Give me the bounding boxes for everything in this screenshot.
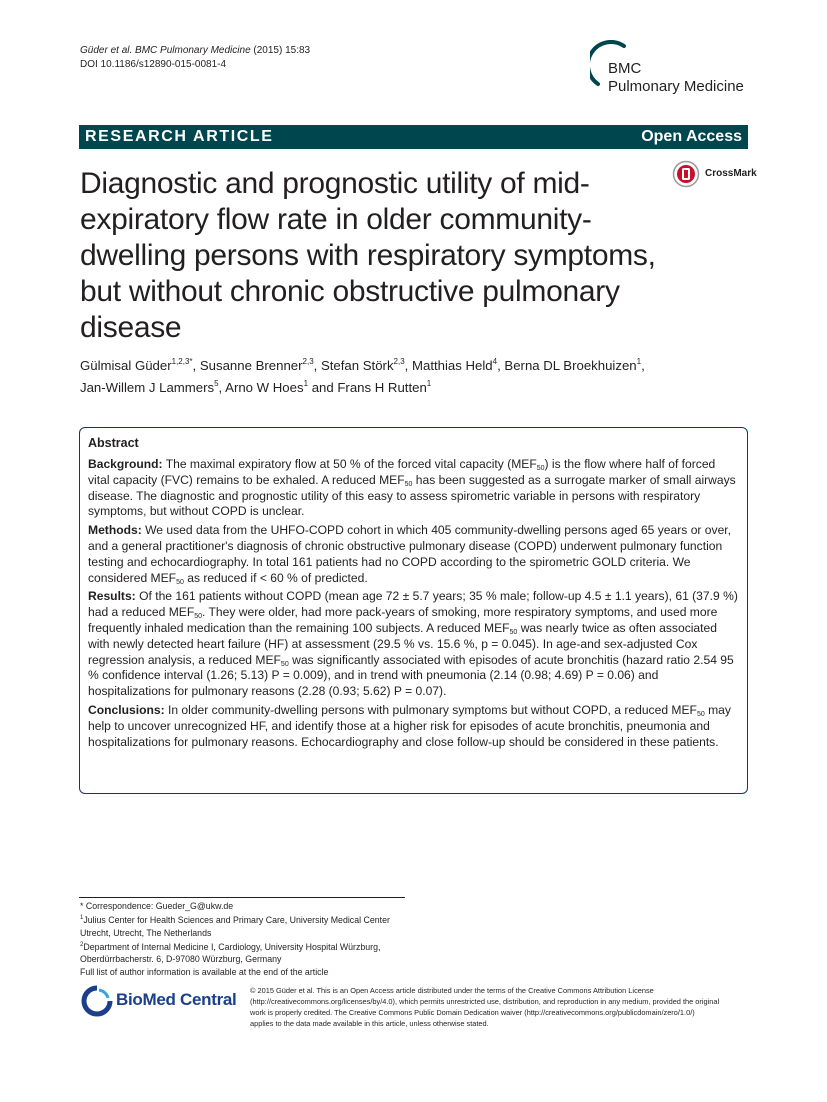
affiliation-mark: 2 <box>80 942 84 949</box>
crossmark-label: CrossMark <box>705 168 757 179</box>
publisher-name: BioMed Central <box>116 990 237 1009</box>
correspondence: * Correspondence: Gueder_G@ukw.de <box>80 901 234 911</box>
biomed-central-icon <box>80 985 114 1017</box>
journal-logo <box>590 40 760 104</box>
affiliation-text: Department of Internal Medicine I, Cardiology, University Hospital Würzburg, Oberdürrbacherstr. 6, D-97080 Würzburg, Germany <box>80 942 381 965</box>
subscript: 50 <box>404 480 413 488</box>
methods-text: as reduced if < 60 % of predicted. <box>183 570 368 585</box>
author-name[interactable]: Arno W Hoes <box>225 380 304 395</box>
subscript: 50 <box>536 465 545 472</box>
author-name[interactable]: Susanne Brenner <box>199 358 303 373</box>
conclusions-text: may help to uncover unrecognized HF, and identify those at a higher risk for episodes of acute bronchitis, pneumonia and hospitalizations for pulmonary reasons. Echocardiography and close follow-up should be considered in these patients. <box>88 702 731 749</box>
results-text: was significantly associated with episodes of acute bronchitis (hazard ratio 2.54 95 % confidence interval (1.26; 5.13) P = 0.009), and in trend with pneumonia (2.14 (0.98; 4.69) P = 0.06) and hospitalizations for pulmonary reasons (2.28 (0.93; 5.62) P = 0.07). <box>88 652 734 699</box>
article-type-banner <box>79 125 748 149</box>
author-affiliation-mark: 1 <box>636 357 642 366</box>
footnotes <box>80 900 410 978</box>
abstract-methods <box>88 523 739 586</box>
author-affiliation-mark: 1,2,3* <box>171 357 193 366</box>
affiliation-text: Julius Center for Health Sciences and Primary Care, University Medical Center Utrecht, Utrecht, The Netherlands <box>80 915 390 938</box>
author-affiliation-mark: 1 <box>426 379 432 388</box>
abstract-background <box>88 457 739 520</box>
subscript: 50 <box>509 628 518 636</box>
author-affiliation-mark: 2,3 <box>302 357 314 366</box>
subscript: 50 <box>280 660 289 668</box>
affiliation-1 <box>80 912 410 939</box>
author-list: Gülmisal Güder$^{1,2,3*}$, Susanne Brenner$^{2,3}$, Stefan Störk$^{2,3}$, Matthias Held$^4$, Berna DL Broekhuizen$^1$, Jan-Willem J Lammers$^5$, Arno W Hoes$^1$ and Frans H Rutten$^1$ <box>80 357 645 395</box>
methods-text: We used data from the UHFO-COPD cohort in which 405 community-dwelling persons aged 65 years or over, and a general practitioner's diagnosis of chronic obstructive pulmonary disease (COPD) underwent pulmonary function testing and echocardiography. In total 161 patients had no COPD according to the spirometric GOLD criteria. We considered MEF <box>88 523 732 585</box>
article-type: RESEARCH ARTICLE <box>85 128 274 145</box>
author-affiliation-mark: 5 <box>214 379 219 388</box>
methods-label: Methods: <box>88 523 142 538</box>
background-label: Background: <box>88 457 163 471</box>
background-text: The maximal expiratory flow at 50 % of the forced vital capacity (MEF <box>162 457 537 471</box>
footnote-divider <box>79 897 405 898</box>
article-title: Diagnostic and prognostic utility of mid-expiratory flow rate in older community-dwelling persons with respiratory symptoms, but without chronic obstructive pulmonary disease <box>80 167 656 344</box>
author-affiliation-mark: 1 <box>303 379 309 388</box>
affiliation-2 <box>80 939 410 966</box>
subscript: 50 <box>194 613 203 621</box>
abstract-box <box>79 427 748 794</box>
article-citation <box>80 44 310 72</box>
conclusions-label: Conclusions: <box>88 702 165 717</box>
author-name[interactable]: Frans H Rutten <box>337 380 427 395</box>
full-author-info-note: Full list of author information is available at the end of the article <box>80 966 329 977</box>
author-name[interactable]: Gülmisal Güder <box>80 358 172 373</box>
results-text: Of the 161 patients without COPD (mean age 72 ± 5.7 years; 35 % male; follow-up 4.5 ± 1.1 years), 61 (37.9 %) had a reduced MEF <box>88 589 738 620</box>
affiliation-mark: 1 <box>80 915 84 922</box>
author-affiliation-mark: 4 <box>492 357 498 366</box>
author-name[interactable]: Stefan Störk <box>320 358 394 373</box>
results-text: was nearly twice as often associated with newly detected heart failure (HF) at assessment (29.5 % vs. 15.6 %, p = 0.045). In age-and sex-adjusted Cox regression analysis, a reduced MEF <box>88 620 717 667</box>
journal-name-line2: Pulmonary Medicine <box>608 78 744 95</box>
license-text: © 2015 Güder et al. This is an Open Access article distributed under the terms of the Creative Commons Attribution License (http://creativecommons.org/licenses/by/4.0), which permits unrestricted use, distribution, and reproduction in any medium, provided the original work is properly credited. The Creative Commons Public Domain Dedication waiver (http://creativecommons.org/publicdomain/zero/1.0/) applies to the data made available in this article, unless otherwise stated. <box>250 986 720 1028</box>
subscript: 50 <box>696 710 705 718</box>
open-access-label: Open Access <box>641 128 742 145</box>
author-name[interactable]: Matthias Held <box>412 358 493 373</box>
background-text: has been suggested as a surrogate marker of small airways disease. The diagnostic and prognostic utility of this easy to assess spirometric variable in persons with respiratory symptoms, but without COPD is unclear. <box>88 472 736 519</box>
doi: DOI 10.1186/s12890-015-0081-4 <box>80 59 227 70</box>
abstract-heading: Abstract <box>88 436 139 450</box>
results-label: Results: <box>88 589 136 604</box>
journal-name-line1: BMC <box>608 60 642 77</box>
results-text: . They were older, had more pack-years of smoking, more respiratory symptoms, and used more frequently inhaled medication than the remaining 100 subjects. A reduced MEF <box>88 605 718 635</box>
background-text: ) is the flow where half of forced vital capacity (FVC) remains to be exhaled. A reduced MEF <box>88 457 716 487</box>
year-volume: (2015) 15:83 <box>250 45 311 56</box>
publisher-logo <box>80 985 240 1017</box>
journal-citation: Güder et al. BMC Pulmonary Medicine <box>80 45 251 56</box>
author-name[interactable]: Berna DL Broekhuizen <box>504 358 637 373</box>
abstract-conclusions <box>88 703 739 750</box>
subscript: 50 <box>176 578 184 586</box>
journal-name <box>608 60 744 96</box>
conclusions-text: In older community-dwelling persons with pulmonary symptoms but without COPD, a reduced MEF <box>164 702 697 717</box>
author-name[interactable]: Jan-Willem J Lammers <box>80 380 215 395</box>
author-affiliation-mark: 2,3 <box>393 357 405 366</box>
abstract-results <box>88 589 739 700</box>
